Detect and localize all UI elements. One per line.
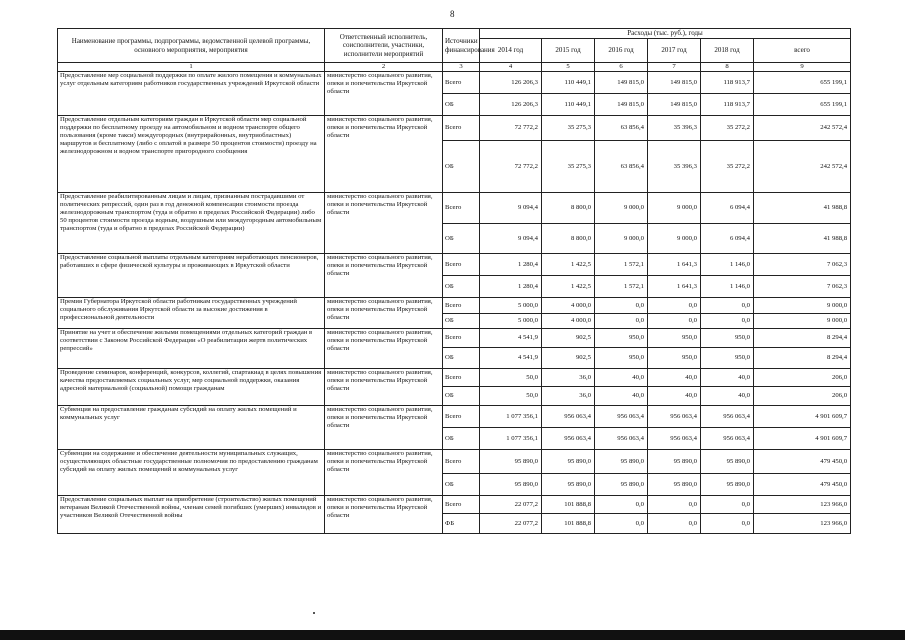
column-number: 7 — [648, 63, 701, 72]
executor: министерство социального развития, опеки и попечительства Иркутской области — [325, 406, 443, 450]
expense-value: 95 890,0 — [542, 474, 595, 496]
table-row — [58, 254, 851, 276]
expense-value: 9 000,0 — [595, 224, 648, 254]
funding-source: ОБ — [443, 428, 480, 450]
expense-value: 1 146,0 — [701, 276, 754, 298]
expense-value: 4 901 609,7 — [754, 406, 851, 428]
expense-value: 41 988,8 — [754, 193, 851, 224]
expense-value: 9 000,0 — [648, 224, 701, 254]
funding-source: Всего — [443, 254, 480, 276]
expense-value: 956 063,4 — [701, 406, 754, 428]
table-row — [58, 496, 851, 514]
expense-value: 40,0 — [595, 369, 648, 387]
expense-value: 956 063,4 — [595, 428, 648, 450]
expense-value: 655 199,1 — [754, 72, 851, 94]
header-source: Источники финансирования — [443, 29, 480, 63]
expense-value: 110 449,1 — [542, 72, 595, 94]
expense-value: 118 913,7 — [701, 94, 754, 116]
expense-value: 9 000,0 — [754, 298, 851, 314]
expense-value: 36,0 — [542, 369, 595, 387]
table-row — [58, 369, 851, 387]
funding-source: Всего — [443, 298, 480, 314]
expense-value: 4 000,0 — [542, 314, 595, 329]
executor: министерство социального развития, опеки и попечительства Иркутской области — [325, 496, 443, 534]
expense-value: 6 094,4 — [701, 224, 754, 254]
expense-value: 1 572,1 — [595, 276, 648, 298]
expense-value: 956 063,4 — [648, 406, 701, 428]
expense-value: 35 272,2 — [701, 141, 754, 193]
executor: министерство социального развития, опеки и попечительства Иркутской области — [325, 298, 443, 329]
expense-value: 110 449,1 — [542, 94, 595, 116]
activity-name: Проведение семинаров, конференций, конкурсов, коллегий, спартакиад в целях повышения качества предоставляемых социальных услуг, мер социальной поддержки, оказания адресной материальной (социальной) помощи гражданам — [58, 369, 325, 406]
executor: министерство социального развития, опеки и попечительства Иркутской области — [325, 329, 443, 369]
column-number: 9 — [754, 63, 851, 72]
expense-value: 0,0 — [701, 298, 754, 314]
expense-value: 8 800,0 — [542, 224, 595, 254]
executor: министерство социального развития, опеки и попечительства Иркутской области — [325, 369, 443, 406]
expense-value: 149 815,0 — [648, 72, 701, 94]
expense-value: 149 815,0 — [595, 72, 648, 94]
expense-value: 4 541,9 — [480, 329, 542, 348]
header-year: 2016 год — [595, 39, 648, 63]
column-number: 1 — [58, 63, 325, 72]
funding-source: Всего — [443, 406, 480, 428]
expense-value: 4 541,9 — [480, 348, 542, 369]
expense-value: 5 000,0 — [480, 314, 542, 329]
expense-value: 95 890,0 — [701, 450, 754, 474]
expense-value: 40,0 — [648, 369, 701, 387]
activity-name: Предоставление социальной выплаты отдельным категориям неработающих пенсионеров, работавших в сфере физической культуры и проживающих в Иркутской области — [58, 254, 325, 298]
expense-value: 956 063,4 — [542, 428, 595, 450]
expense-value: 1 077 356,1 — [480, 406, 542, 428]
header-year: 2014 год — [480, 39, 542, 63]
activity-name: Субвенция на предоставление гражданам субсидий на оплату жилых помещений и коммунальных услуг — [58, 406, 325, 450]
executor: министерство социального развития, опеки и попечительства Иркутской области — [325, 116, 443, 193]
funding-source: ОБ — [443, 387, 480, 406]
expense-value: 0,0 — [595, 514, 648, 534]
activity-name: Предоставление отдельным категориям граждан в Иркутской области мер социальной поддержки по бесплатному проезду на автомобильном и водном транспорте общего пользования (кроме такси) междугородных (внутрирайонных, внутриобластных) маршрутов и бесплатному (либо с оплатой в размере 50 процентов стоимости) проезду на железнодорожном и водном транспорте пригородного сообщения — [58, 116, 325, 193]
activity-name: Принятие на учет и обеспечение жилыми помещениями отдельных категорий граждан в соответствии с Законом Российской Федерации «О реабилитации жертв политических репрессий» — [58, 329, 325, 369]
header-year: 2018 год — [701, 39, 754, 63]
expense-value: 118 913,7 — [701, 72, 754, 94]
expense-value: 0,0 — [701, 514, 754, 534]
expense-value: 0,0 — [595, 496, 648, 514]
expense-value: 0,0 — [701, 314, 754, 329]
column-number: 3 — [443, 63, 480, 72]
funding-source: Всего — [443, 450, 480, 474]
expense-value: 9 094,4 — [480, 193, 542, 224]
column-number: 2 — [325, 63, 443, 72]
expense-value: 22 077,2 — [480, 496, 542, 514]
header-year: всего — [754, 39, 851, 63]
expense-value: 242 572,4 — [754, 141, 851, 193]
budget-table — [57, 28, 851, 534]
expense-value: 95 890,0 — [648, 474, 701, 496]
funding-source: Всего — [443, 369, 480, 387]
expense-value: 35 272,2 — [701, 116, 754, 141]
expense-value: 95 890,0 — [480, 474, 542, 496]
expense-value: 8 294,4 — [754, 348, 851, 369]
expense-value: 0,0 — [648, 298, 701, 314]
executor: министерство социального развития, опеки и попечительства Иркутской области — [325, 254, 443, 298]
expense-value: 0,0 — [595, 314, 648, 329]
table-row — [58, 72, 851, 94]
expense-value: 123 966,0 — [754, 514, 851, 534]
expense-value: 95 890,0 — [595, 450, 648, 474]
funding-source: ОБ — [443, 314, 480, 329]
expense-value: 1 641,3 — [648, 276, 701, 298]
expense-value: 35 275,3 — [542, 141, 595, 193]
expense-value: 41 988,8 — [754, 224, 851, 254]
expense-value: 149 815,0 — [595, 94, 648, 116]
scan-border — [0, 630, 905, 640]
expense-value: 0,0 — [701, 496, 754, 514]
funding-source: ОБ — [443, 474, 480, 496]
column-number: 8 — [701, 63, 754, 72]
expense-value: 950,0 — [648, 348, 701, 369]
expense-value: 40,0 — [648, 387, 701, 406]
expense-value: 36,0 — [542, 387, 595, 406]
expense-value: 1 077 356,1 — [480, 428, 542, 450]
column-number: 6 — [595, 63, 648, 72]
funding-source: ФБ — [443, 514, 480, 534]
expense-value: 126 206,3 — [480, 72, 542, 94]
column-number: 4 — [480, 63, 542, 72]
expense-value: 63 856,4 — [595, 116, 648, 141]
expense-value: 0,0 — [648, 496, 701, 514]
expense-value: 4 000,0 — [542, 298, 595, 314]
expense-value: 206,0 — [754, 369, 851, 387]
expense-value: 9 000,0 — [754, 314, 851, 329]
expense-value: 902,5 — [542, 329, 595, 348]
expense-value: 1 280,4 — [480, 254, 542, 276]
header-year: 2017 год — [648, 39, 701, 63]
funding-source: ОБ — [443, 94, 480, 116]
activity-name: Предоставление реабилитированным лицам и лицам, признанным пострадавшими от политических репрессий, один раз в год денежной компенсации стоимости проезда железнодорожным транспортом (туда и обратно в пределах Российской Федерации) либо 50 процентов стоимости проезда водным, воздушным или междугородным автомобильным транспортом (туда и обратно в пределах Российской Федерации) — [58, 193, 325, 254]
expense-value: 956 063,4 — [648, 428, 701, 450]
expense-value: 206,0 — [754, 387, 851, 406]
expense-value: 902,5 — [542, 348, 595, 369]
column-number: 5 — [542, 63, 595, 72]
expense-value: 1 572,1 — [595, 254, 648, 276]
expense-value: 95 890,0 — [595, 474, 648, 496]
executor: министерство социального развития, опеки и попечительства Иркутской области — [325, 72, 443, 116]
expense-value: 72 772,2 — [480, 116, 542, 141]
activity-name: Предоставление мер социальной поддержки по оплате жилого помещения и коммунальных услуг отдельным категориям работников государственных учреждений Иркутской области — [58, 72, 325, 116]
expense-value: 95 890,0 — [701, 474, 754, 496]
activity-name: Премия Губернатора Иркутской области работникам государственных учреждений социального обслуживания Иркутской области за высокие достижения в профессиональной деятельности — [58, 298, 325, 329]
expense-value: 479 450,0 — [754, 450, 851, 474]
funding-source: Всего — [443, 193, 480, 224]
expense-value: 123 966,0 — [754, 496, 851, 514]
expense-value: 956 063,4 — [542, 406, 595, 428]
expense-value: 40,0 — [595, 387, 648, 406]
expense-value: 35 396,3 — [648, 116, 701, 141]
expense-value: 1 641,3 — [648, 254, 701, 276]
expense-value: 5 000,0 — [480, 298, 542, 314]
header-expenses: Расходы (тыс. руб.), годы — [480, 29, 851, 39]
header-executor: Ответственный исполнитель, соисполнители, участники, исполнители мероприятий — [325, 29, 443, 63]
expense-value: 0,0 — [648, 314, 701, 329]
expense-value: 101 888,8 — [542, 514, 595, 534]
funding-source: Всего — [443, 116, 480, 141]
expense-value: 6 094,4 — [701, 193, 754, 224]
expense-value: 50,0 — [480, 387, 542, 406]
expense-value: 35 396,3 — [648, 141, 701, 193]
expense-value: 956 063,4 — [701, 428, 754, 450]
expense-value: 950,0 — [648, 329, 701, 348]
expense-value: 950,0 — [701, 329, 754, 348]
expense-value: 1 146,0 — [701, 254, 754, 276]
expense-value: 479 450,0 — [754, 474, 851, 496]
expense-value: 950,0 — [701, 348, 754, 369]
activity-name: Предоставление социальных выплат на приобретение (строительство) жилых помещений ветеранам Великой Отечественной войны, членам семей погибших (умерших) инвалидов и участников Великой Отечественной войны — [58, 496, 325, 534]
funding-source: ОБ — [443, 348, 480, 369]
funding-source: ОБ — [443, 224, 480, 254]
expense-value: 126 206,3 — [480, 94, 542, 116]
table-row — [58, 298, 851, 314]
expense-value: 9 000,0 — [648, 193, 701, 224]
funding-source: Всего — [443, 329, 480, 348]
expense-value: 149 815,0 — [648, 94, 701, 116]
executor: министерство социального развития, опеки и попечительства Иркутской области — [325, 450, 443, 496]
expense-value: 0,0 — [648, 514, 701, 534]
expense-value: 95 890,0 — [480, 450, 542, 474]
table-row — [58, 116, 851, 141]
expense-value: 950,0 — [595, 348, 648, 369]
expense-value: 7 062,3 — [754, 276, 851, 298]
expense-value: 40,0 — [701, 369, 754, 387]
expense-value: 655 199,1 — [754, 94, 851, 116]
expense-value: 9 000,0 — [595, 193, 648, 224]
expense-value: 956 063,4 — [595, 406, 648, 428]
expense-value: 72 772,2 — [480, 141, 542, 193]
expense-value: 8 294,4 — [754, 329, 851, 348]
expense-value: 35 275,3 — [542, 116, 595, 141]
expense-value: 1 280,4 — [480, 276, 542, 298]
table-row — [58, 406, 851, 428]
header-name: Наименование программы, подпрограммы, ведомственной целевой программы, основного мероприятия, мероприятия — [58, 29, 325, 63]
funding-source: ОБ — [443, 276, 480, 298]
executor: министерство социального развития, опеки и попечительства Иркутской области — [325, 193, 443, 254]
expense-value: 1 422,5 — [542, 276, 595, 298]
expense-value: 242 572,4 — [754, 116, 851, 141]
activity-name: Субвенции на содержание и обеспечение деятельности муниципальных служащих, осуществляющих областные государственные полномочия по предоставлению гражданам субсидий на оплату жилых помещений и коммунальных услуг — [58, 450, 325, 496]
table-row — [58, 450, 851, 474]
header-year: 2015 год — [542, 39, 595, 63]
funding-source: Всего — [443, 72, 480, 94]
expense-value: 1 422,5 — [542, 254, 595, 276]
expense-value: 7 062,3 — [754, 254, 851, 276]
page-number: 8 — [450, 9, 455, 19]
expense-value: 8 800,0 — [542, 193, 595, 224]
expense-value: 950,0 — [595, 329, 648, 348]
expense-value: 50,0 — [480, 369, 542, 387]
expense-value: 40,0 — [701, 387, 754, 406]
expense-value: 4 901 609,7 — [754, 428, 851, 450]
funding-source: Всего — [443, 496, 480, 514]
expense-value: 0,0 — [595, 298, 648, 314]
expense-value: 9 094,4 — [480, 224, 542, 254]
expense-value: 63 856,4 — [595, 141, 648, 193]
funding-source: ОБ — [443, 141, 480, 193]
table-row — [58, 193, 851, 224]
expense-value: 95 890,0 — [648, 450, 701, 474]
table-row — [58, 329, 851, 348]
expense-value: 101 888,8 — [542, 496, 595, 514]
expense-value: 95 890,0 — [542, 450, 595, 474]
expense-value: 22 077,2 — [480, 514, 542, 534]
